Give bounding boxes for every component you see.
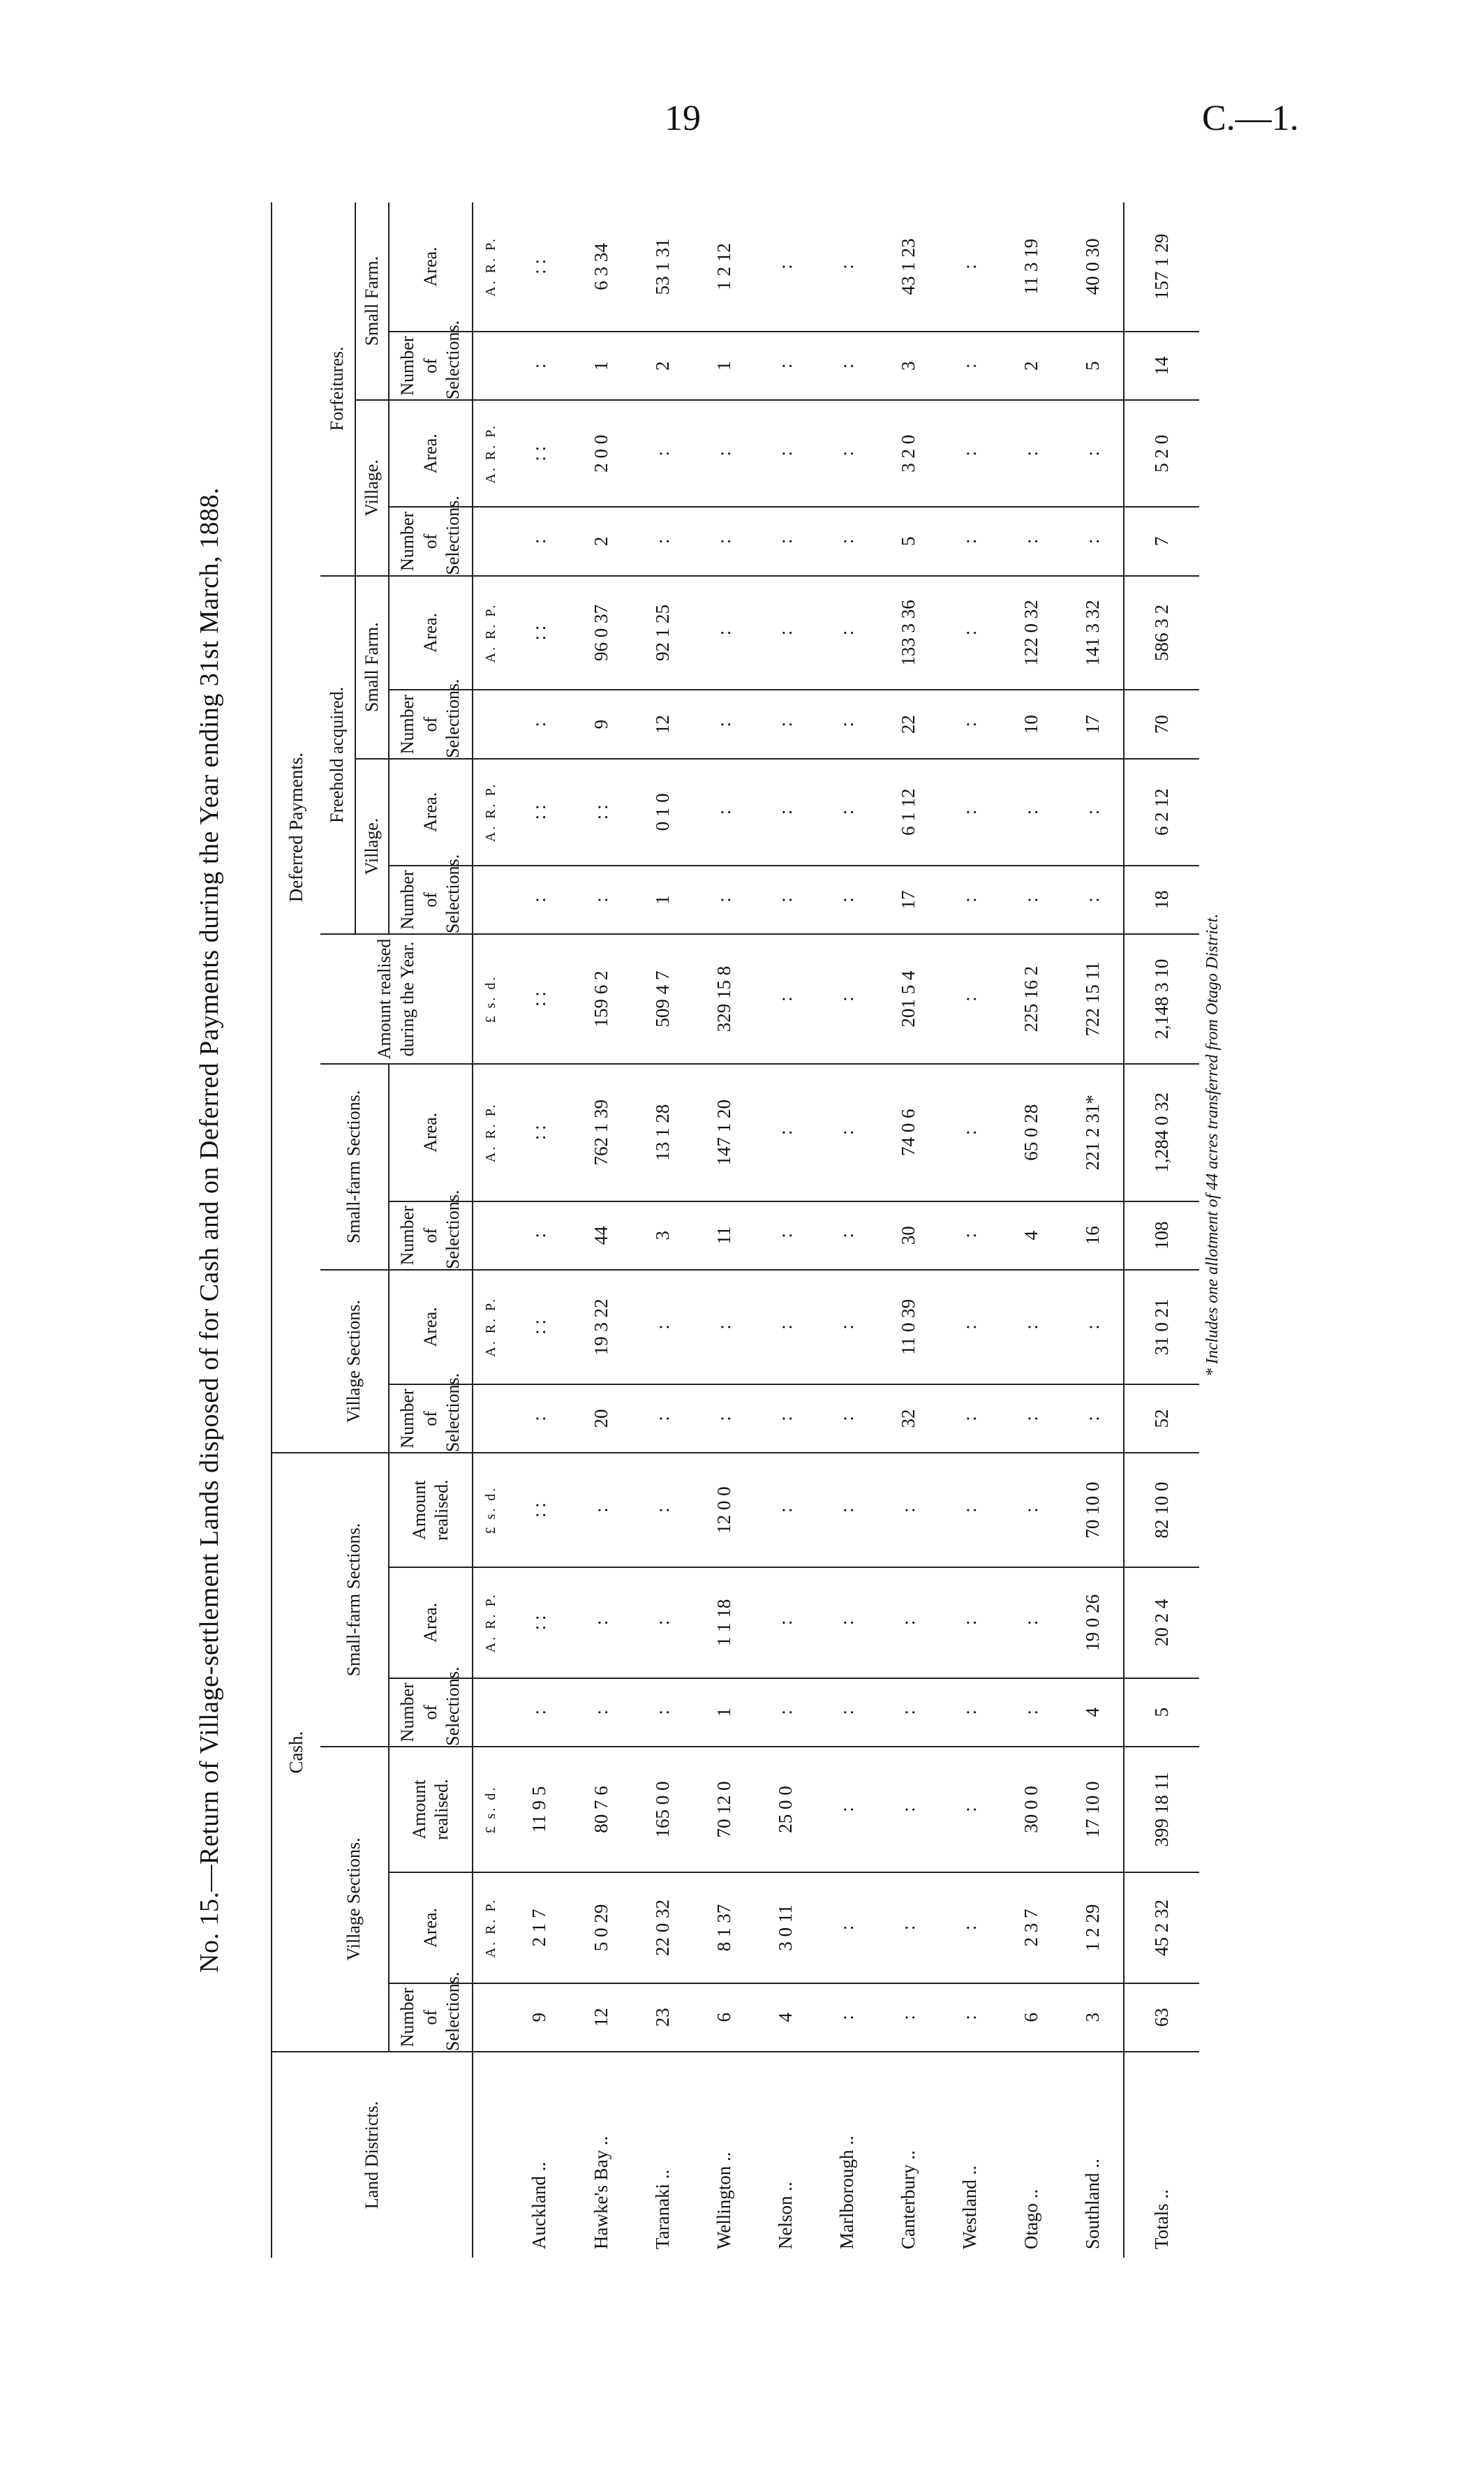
cell-district: Totals .. xyxy=(1124,2052,1199,2258)
cell-f-v-area: : xyxy=(816,759,877,866)
header-cash-small-farm-sections: Small-farm Sections. xyxy=(320,1453,389,1747)
header-area: Area. xyxy=(389,1064,473,1201)
cell-c-v-area: 22 0 32 xyxy=(632,1872,693,1983)
cell-x-v-area: 2 0 0 xyxy=(570,400,632,507)
cell-f-v-area: : : xyxy=(509,759,570,866)
cell-f-v-area: : xyxy=(693,759,755,866)
cell-c-v-area: 8 1 37 xyxy=(693,1872,755,1983)
cell-d-amt: 201 5 4 xyxy=(877,934,939,1064)
cell-f-sf-no: : xyxy=(816,690,877,758)
cell-d-v-no: : xyxy=(632,1384,693,1453)
cell-d-v-no: 52 xyxy=(1124,1384,1199,1453)
cell-district: Westland .. xyxy=(958,2165,980,2249)
cell-f-sf-no: : xyxy=(509,690,570,758)
cell-x-v-no: 2 xyxy=(570,507,632,575)
cell-f-sf-no: 17 xyxy=(1062,690,1123,758)
cell-d-amt: : : xyxy=(509,934,570,1064)
cell-c-sf-amt: : xyxy=(877,1453,939,1567)
cell-c-v-no: 9 xyxy=(509,1983,570,2052)
cell-f-sf-no: : xyxy=(693,690,755,758)
header-number-of-selections: Number of Selections. xyxy=(389,332,473,400)
header-area: Area. xyxy=(389,1567,473,1678)
cell-x-v-area: : xyxy=(693,400,755,507)
header-cash-village-sections: Village Sections. xyxy=(320,1747,389,2052)
cell-f-sf-area: : xyxy=(755,576,816,690)
cell-f-v-area: 6 1 12 xyxy=(877,759,939,866)
header-number-of-selections: Number of Selections. xyxy=(389,1201,473,1270)
header-area: Area. xyxy=(389,1872,473,1983)
header-forfeit-small-farm: Small Farm. xyxy=(355,202,389,400)
cell-f-sf-area: 92 1 25 xyxy=(632,576,693,690)
cell-x-sf-area: 40 0 30 xyxy=(1062,202,1123,332)
cell-c-sf-no: : xyxy=(816,1678,877,1747)
cell-district: Canterbury .. xyxy=(897,2150,919,2249)
cell-d-v-area: : xyxy=(693,1270,755,1384)
unit-area: A. R. P. xyxy=(473,1064,509,1201)
header-amount-realised: Amount realised. xyxy=(389,1747,473,1872)
cell-f-sf-no: : xyxy=(755,690,816,758)
cell-x-sf-area: : : xyxy=(509,202,570,332)
cell-c-v-amt: 80 7 6 xyxy=(570,1747,632,1872)
header-deferred-village-sections: Village Sections. xyxy=(320,1270,389,1453)
header-freehold-small-farm: Small Farm. xyxy=(355,576,389,759)
header-number-of-selections: Number of Selections. xyxy=(389,1983,473,2052)
cell-c-v-area: 5 0 29 xyxy=(570,1872,632,1983)
cell-f-v-area: 6 2 12 xyxy=(1124,759,1199,866)
header-number-of-selections: Number of Selections. xyxy=(389,866,473,934)
cell-c-sf-no: : xyxy=(1000,1678,1062,1747)
cell-c-v-no: 12 xyxy=(570,1983,632,2052)
unit-money: £ s. d. xyxy=(473,1747,509,1872)
cell-d-v-no: 32 xyxy=(877,1384,939,1453)
cell-c-v-no: : xyxy=(816,1983,877,2052)
cell-c-v-amt: 30 0 0 xyxy=(1000,1747,1062,1872)
cell-f-sf-area: : : xyxy=(509,576,570,690)
header-area: Area. xyxy=(389,1270,473,1384)
cell-x-sf-no: 1 xyxy=(693,332,755,400)
cell-f-sf-area: 133 3 36 xyxy=(877,576,939,690)
cell-x-sf-no: : xyxy=(816,332,877,400)
cell-d-v-area: : xyxy=(939,1270,1000,1384)
cell-f-v-no: : xyxy=(1000,866,1062,934)
cell-x-sf-no: 5 xyxy=(1062,332,1123,400)
cell-c-v-amt: 399 18 11 xyxy=(1124,1747,1199,1872)
header-area: Area. xyxy=(389,576,473,690)
cell-f-sf-no: 10 xyxy=(1000,690,1062,758)
cell-d-v-no: 20 xyxy=(570,1384,632,1453)
cell-c-v-no: 6 xyxy=(693,1983,755,2052)
footnote: * Includes one allotment of 44 acres transferred from Otago District. xyxy=(1203,913,1222,1377)
cell-c-sf-area: : xyxy=(632,1567,693,1678)
cell-f-sf-no: 12 xyxy=(632,690,693,758)
header-area: Area. xyxy=(389,759,473,866)
table-title: No. 15.—Return of Village-settlement Lands disposed of for Cash and on Deferred Payments during the Year ending 31st March, 1888. xyxy=(195,487,224,1973)
cell-d-v-area: : xyxy=(632,1270,693,1384)
cell-d-sf-area: 65 0 28 xyxy=(1000,1064,1062,1201)
cell-d-sf-area: : xyxy=(939,1064,1000,1201)
cell-c-v-no: 3 xyxy=(1062,1983,1123,2052)
cell-c-sf-no: 4 xyxy=(1062,1678,1123,1747)
cell-district: Otago .. xyxy=(1020,2189,1041,2249)
cell-d-sf-no: : xyxy=(509,1201,570,1270)
cell-x-v-no: 7 xyxy=(1124,507,1199,575)
cell-c-sf-amt: : : xyxy=(509,1453,570,1567)
header-freehold-acquired: Freehold acquired. xyxy=(320,576,355,935)
cell-x-v-area: : : xyxy=(509,400,570,507)
cell-c-sf-no: : xyxy=(509,1678,570,1747)
cell-district: Wellington .. xyxy=(713,2152,734,2249)
cell-d-v-no: : xyxy=(816,1384,877,1453)
cell-c-sf-area: : xyxy=(1000,1567,1062,1678)
table-row xyxy=(877,202,939,2258)
cell-c-sf-amt: : xyxy=(755,1453,816,1567)
cell-d-v-no: : xyxy=(1000,1384,1062,1453)
cell-c-sf-area: : xyxy=(877,1567,939,1678)
cell-c-sf-no: : xyxy=(755,1678,816,1747)
cell-d-sf-area: 221 2 31* xyxy=(1062,1064,1123,1201)
cell-f-sf-area: 141 3 32 xyxy=(1062,576,1123,690)
cell-f-v-no: : xyxy=(755,866,816,934)
cell-x-sf-no: : xyxy=(755,332,816,400)
cell-f-v-no: : xyxy=(570,866,632,934)
cell-d-amt: : xyxy=(816,934,877,1064)
cell-c-sf-amt: : xyxy=(570,1453,632,1567)
page-reference: C.—1. xyxy=(1202,98,1299,138)
cell-x-v-no: : xyxy=(816,507,877,575)
cell-d-v-area: 11 0 39 xyxy=(877,1270,939,1384)
cell-c-v-no: 6 xyxy=(1000,1983,1062,2052)
cell-x-v-no: : xyxy=(1000,507,1062,575)
cell-x-sf-no: 2 xyxy=(632,332,693,400)
cell-c-sf-area: : : xyxy=(509,1567,570,1678)
cell-x-sf-no: 3 xyxy=(877,332,939,400)
cell-x-sf-area: 11 3 19 xyxy=(1000,202,1062,332)
header-forfeitures: Forfeitures. xyxy=(320,202,355,576)
header-number-of-selections: Number of Selections. xyxy=(389,1678,473,1747)
cell-d-v-area: : xyxy=(1062,1270,1123,1384)
cell-c-sf-amt: : xyxy=(1000,1453,1062,1567)
cell-f-v-no: 1 xyxy=(632,866,693,934)
cell-c-v-no: 23 xyxy=(632,1983,693,2052)
cell-f-sf-no: 22 xyxy=(877,690,939,758)
cell-c-v-no: 63 xyxy=(1124,1983,1199,2052)
cell-c-sf-amt: : xyxy=(939,1453,1000,1567)
cell-x-v-area: : xyxy=(755,400,816,507)
cell-c-v-area: : xyxy=(939,1872,1000,1983)
cell-d-v-area: : : xyxy=(509,1270,570,1384)
header-cash: Cash. xyxy=(272,1453,320,2052)
cell-c-v-no: 4 xyxy=(755,1983,816,2052)
table-row xyxy=(816,202,877,2258)
cell-x-sf-area: : xyxy=(816,202,877,332)
cell-x-v-area: 3 2 0 xyxy=(877,400,939,507)
cell-x-sf-area: 43 1 23 xyxy=(877,202,939,332)
cell-c-sf-area: : xyxy=(570,1567,632,1678)
header-number-of-selections: Number of Selections. xyxy=(389,690,473,758)
cell-d-sf-no: 16 xyxy=(1062,1201,1123,1270)
cell-d-amt: 722 15 11 xyxy=(1062,934,1123,1064)
cell-c-sf-area: 19 0 26 xyxy=(1062,1567,1123,1678)
cell-f-sf-area: : xyxy=(816,576,877,690)
header-number-of-selections: Number of Selections. xyxy=(389,507,473,575)
cell-f-sf-area: 96 0 37 xyxy=(570,576,632,690)
unit-area: A. R. P. xyxy=(473,576,509,690)
cell-c-v-area: 3 0 11 xyxy=(755,1872,816,1983)
cell-d-amt: 329 15 8 xyxy=(693,934,755,1064)
cell-f-v-no: : xyxy=(1062,866,1123,934)
cell-d-v-no: : xyxy=(755,1384,816,1453)
cell-x-v-area: : xyxy=(816,400,877,507)
cell-d-sf-no: : xyxy=(755,1201,816,1270)
cell-c-v-amt: 17 10 0 xyxy=(1062,1747,1123,1872)
cell-x-v-area: : xyxy=(632,400,693,507)
cell-c-sf-area: 20 2 4 xyxy=(1124,1567,1199,1678)
header-amount-realised-year: Amount realised during the Year. xyxy=(320,934,473,1064)
cell-x-v-no: : xyxy=(693,507,755,575)
cell-f-v-no: : xyxy=(816,866,877,934)
cell-d-sf-area: : xyxy=(755,1064,816,1201)
cell-c-v-amt: : xyxy=(877,1747,939,1872)
cell-x-v-no: 5 xyxy=(877,507,939,575)
unit-area: A. R. P. xyxy=(473,202,509,332)
cell-d-v-area: 31 0 21 xyxy=(1124,1270,1199,1384)
cell-c-v-amt: 25 0 0 xyxy=(755,1747,816,1872)
cell-d-sf-area: : : xyxy=(509,1064,570,1201)
cell-d-amt: 2,148 3 10 xyxy=(1124,934,1199,1064)
cell-district: Taranaki .. xyxy=(651,2169,673,2249)
cell-x-v-area: 5 2 0 xyxy=(1124,400,1199,507)
cell-d-sf-area: 74 0 6 xyxy=(877,1064,939,1201)
cell-d-sf-area: 147 1 20 xyxy=(693,1064,755,1201)
cell-c-sf-amt: 70 10 0 xyxy=(1062,1453,1123,1567)
cell-f-v-area: : xyxy=(755,759,816,866)
cell-c-v-area: 1 2 29 xyxy=(1062,1872,1123,1983)
cell-x-sf-no: : xyxy=(509,332,570,400)
cell-c-sf-no: : xyxy=(570,1678,632,1747)
cell-x-sf-no: 2 xyxy=(1000,332,1062,400)
cell-d-sf-area: 762 1 39 xyxy=(570,1064,632,1201)
cell-c-v-area: 2 1 7 xyxy=(509,1872,570,1983)
header-deferred-small-farm-sections: Small-farm Sections. xyxy=(320,1064,389,1270)
cell-c-sf-no: : xyxy=(877,1678,939,1747)
cell-district: Marlborough .. xyxy=(836,2135,857,2249)
unit-money: £ s. d. xyxy=(473,934,509,1064)
cell-d-v-no: : xyxy=(1062,1384,1123,1453)
table-row xyxy=(1000,202,1062,2258)
cell-c-sf-area: : xyxy=(939,1567,1000,1678)
units-row xyxy=(473,202,509,2258)
cell-c-sf-no: 5 xyxy=(1124,1678,1199,1747)
cell-c-v-amt: : xyxy=(816,1747,877,1872)
cell-f-v-area: : xyxy=(1062,759,1123,866)
cell-district: Nelson .. xyxy=(774,2182,796,2249)
cell-c-sf-amt: 82 10 0 xyxy=(1124,1453,1199,1567)
header-deferred-payments: Deferred Payments. xyxy=(272,202,320,1453)
cell-d-amt: 225 16 2 xyxy=(1000,934,1062,1064)
cell-f-v-no: : xyxy=(693,866,755,934)
cell-x-sf-no: : xyxy=(939,332,1000,400)
table-row xyxy=(570,202,632,2258)
cell-x-sf-no: 14 xyxy=(1124,332,1199,400)
cell-c-v-area: 2 3 7 xyxy=(1000,1872,1062,1983)
header-forfeit-village: Village. xyxy=(355,400,389,575)
cell-x-sf-area: 53 1 31 xyxy=(632,202,693,332)
cell-f-v-area: : xyxy=(939,759,1000,866)
cell-f-sf-area: : xyxy=(693,576,755,690)
cell-d-sf-no: 4 xyxy=(1000,1201,1062,1270)
cell-d-amt: : xyxy=(755,934,816,1064)
rotated-table-region xyxy=(194,183,1325,2277)
cell-c-v-amt: : xyxy=(939,1747,1000,1872)
cell-d-amt: : xyxy=(939,934,1000,1064)
cell-f-sf-area: 586 3 2 xyxy=(1124,576,1199,690)
cell-f-sf-no: : xyxy=(939,690,1000,758)
cell-d-v-area: : xyxy=(1000,1270,1062,1384)
cell-x-v-no: : xyxy=(632,507,693,575)
cell-c-v-amt: 70 12 0 xyxy=(693,1747,755,1872)
cell-x-sf-area: : xyxy=(755,202,816,332)
cell-c-sf-area: : xyxy=(816,1567,877,1678)
cell-d-amt: 509 4 7 xyxy=(632,934,693,1064)
cell-district: Southland .. xyxy=(1081,2159,1103,2249)
cell-d-sf-no: 3 xyxy=(632,1201,693,1270)
cell-d-sf-area: : xyxy=(816,1064,877,1201)
cell-d-sf-no: 30 xyxy=(877,1201,939,1270)
table-row xyxy=(632,202,693,2258)
cell-f-v-no: 18 xyxy=(1124,866,1199,934)
cell-x-sf-area: : xyxy=(939,202,1000,332)
cell-c-sf-no: 1 xyxy=(693,1678,755,1747)
table-row xyxy=(693,202,755,2258)
cell-c-v-area: : xyxy=(877,1872,939,1983)
cell-f-sf-no: 9 xyxy=(570,690,632,758)
header-area: Area. xyxy=(389,400,473,507)
unit-money: £ s. d. xyxy=(473,1453,509,1567)
table-row xyxy=(1062,202,1123,2258)
totals-row xyxy=(1124,202,1199,2258)
table-row xyxy=(755,202,816,2258)
cell-c-v-amt: 11 9 5 xyxy=(509,1747,570,1872)
cell-d-sf-no: : xyxy=(939,1201,1000,1270)
cell-d-sf-no: : xyxy=(816,1201,877,1270)
cell-c-v-no: : xyxy=(877,1983,939,2052)
cell-d-v-no: : xyxy=(509,1384,570,1453)
cell-d-v-area: : xyxy=(816,1270,877,1384)
return-table xyxy=(271,202,1199,2258)
cell-d-amt: 159 6 2 xyxy=(570,934,632,1064)
page-number: 19 xyxy=(665,98,701,138)
cell-d-v-area: : xyxy=(755,1270,816,1384)
cell-x-v-no: : xyxy=(939,507,1000,575)
unit-area: A. R. P. xyxy=(473,1872,509,1983)
cell-district: Auckland .. xyxy=(528,2161,550,2249)
unit-area: A. R. P. xyxy=(473,400,509,507)
unit-area: A. R. P. xyxy=(473,1270,509,1384)
cell-c-sf-area: 1 1 18 xyxy=(693,1567,755,1678)
cell-c-sf-amt: : xyxy=(632,1453,693,1567)
cell-c-sf-no: : xyxy=(939,1678,1000,1747)
cell-f-v-no: 17 xyxy=(877,866,939,934)
cell-x-v-no: : xyxy=(509,507,570,575)
cell-c-sf-amt: : xyxy=(816,1453,877,1567)
cell-d-v-no: : xyxy=(939,1384,1000,1453)
cell-d-sf-area: 13 1 28 xyxy=(632,1064,693,1201)
header-number-of-selections: Number of Selections. xyxy=(389,1384,473,1453)
cell-c-v-area: 45 2 32 xyxy=(1124,1872,1199,1983)
cell-d-v-area: 19 3 22 xyxy=(570,1270,632,1384)
cell-f-sf-no: 70 xyxy=(1124,690,1199,758)
cell-c-sf-amt: 12 0 0 xyxy=(693,1453,755,1567)
table-row xyxy=(939,202,1000,2258)
cell-d-sf-area: 1,284 0 32 xyxy=(1124,1064,1199,1201)
unit-area: A. R. P. xyxy=(473,1567,509,1678)
cell-x-v-area: : xyxy=(1000,400,1062,507)
header-freehold-village: Village. xyxy=(355,759,389,934)
cell-x-v-no: : xyxy=(1062,507,1123,575)
cell-d-sf-no: 108 xyxy=(1124,1201,1199,1270)
cell-x-sf-area: 1 2 12 xyxy=(693,202,755,332)
cell-f-v-no: : xyxy=(939,866,1000,934)
cell-x-sf-no: 1 xyxy=(570,332,632,400)
table-row xyxy=(509,202,570,2258)
cell-d-sf-no: 11 xyxy=(693,1201,755,1270)
cell-d-v-no: : xyxy=(693,1384,755,1453)
cell-c-v-amt: 165 0 0 xyxy=(632,1747,693,1872)
cell-f-v-no: : xyxy=(509,866,570,934)
cell-x-v-no: : xyxy=(755,507,816,575)
cell-x-v-area: : xyxy=(939,400,1000,507)
unit-area: A. R. P. xyxy=(473,759,509,866)
cell-x-v-area: : xyxy=(1062,400,1123,507)
cell-x-sf-area: 6 3 34 xyxy=(570,202,632,332)
cell-c-v-no: : xyxy=(939,1983,1000,2052)
cell-district: Hawke's Bay .. xyxy=(590,2135,611,2249)
cell-f-sf-area: 122 0 32 xyxy=(1000,576,1062,690)
cell-c-v-area: : xyxy=(816,1872,877,1983)
header-area: Area. xyxy=(389,202,473,332)
cell-x-sf-area: 157 1 29 xyxy=(1124,202,1199,332)
cell-f-v-area: 0 1 0 xyxy=(632,759,693,866)
cell-f-sf-area: : xyxy=(939,576,1000,690)
cell-c-sf-area: : xyxy=(755,1567,816,1678)
cell-f-v-area: : xyxy=(1000,759,1062,866)
header-amount-realised: Amount realised. xyxy=(389,1453,473,1567)
cell-d-sf-no: 44 xyxy=(570,1201,632,1270)
cell-f-v-area: : : xyxy=(570,759,632,866)
header-land-districts: Land Districts. xyxy=(272,2052,473,2258)
cell-c-sf-no: : xyxy=(632,1678,693,1747)
